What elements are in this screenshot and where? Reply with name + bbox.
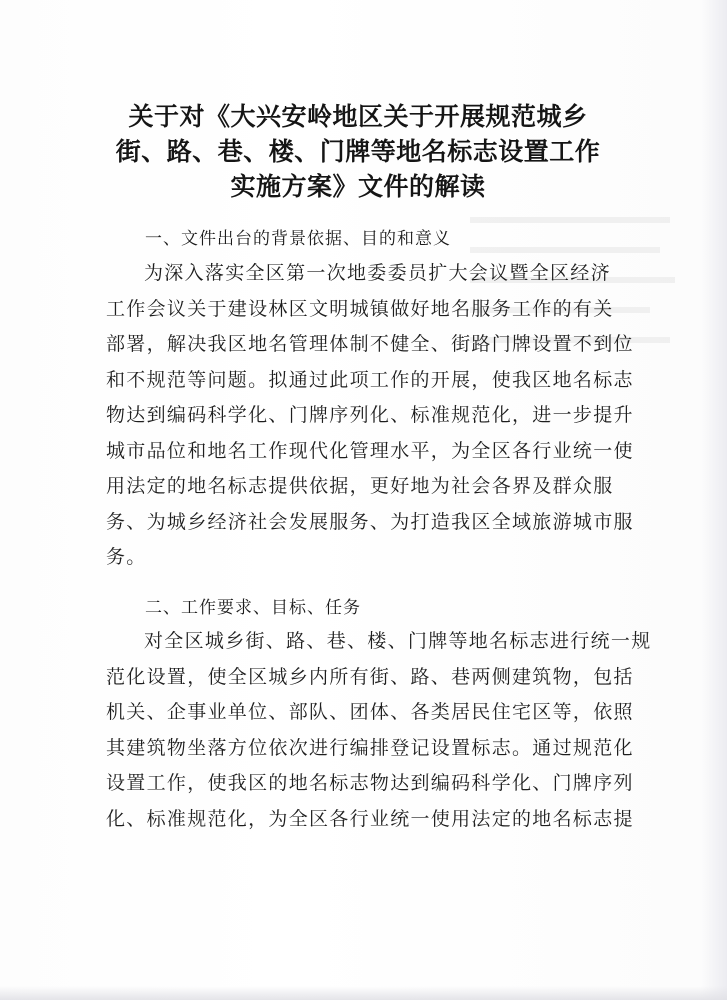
body-line: 对全区城乡街、路、巷、楼、门牌等地名标志进行统一规 (144, 630, 652, 652)
body-line: 机关、企事业单位、部队、团体、各类居民住宅区等，依照 (106, 701, 634, 723)
body-line: 城市品位和地名工作现代化管理水平，为全区各行业统一使 (106, 439, 634, 462)
body-line: 为深入落实全区第一次地委委员扩大会议暨全区经济 (144, 262, 611, 284)
body-line: 其建筑物坐落方位依次进行编排登记设置标志。通过规范化 (106, 736, 634, 759)
section-heading-background: 一、文件出台的背景依据、目的和意义 (145, 229, 451, 249)
body-line: 范化设置，使全区城乡内所有街、路、巷两侧建筑物，包括 (106, 665, 634, 688)
body-line: 化、标准规范化，为全区各行业统一使用法定的地名标志提 (106, 807, 634, 830)
section-body-background (106, 256, 634, 576)
body-line: 用法定的地名标志提供依据，更好地为社会各界及群众服 (106, 475, 614, 497)
document-title (98, 99, 618, 204)
body-line: 和不规范等问题。拟通过此项工作的开展，使我区地名标志 (106, 368, 634, 391)
title-line-2: 街、路、巷、楼、门牌等地名标志设置工作 (115, 136, 601, 166)
body-line: 务。 (106, 546, 147, 568)
page-edge-shadow (701, 0, 727, 1000)
page-bottom-shadow (0, 986, 727, 1000)
body-line: 部署，解决我区地名管理体制不健全、街路门牌设置不到位 (106, 333, 634, 355)
section-heading-requirements: 二、工作要求、目标、任务 (145, 598, 361, 618)
body-line: 设置工作，使我区的地名标志物达到编码科学化、门牌序列 (106, 772, 634, 794)
body-line: 工作会议关于建设林区文明城镇做好地名服务工作的有关 (106, 297, 614, 320)
body-line: 物达到编码科学化、门牌序列化、标准规范化，进一步提升 (106, 404, 634, 426)
body-line: 务、为城乡经济社会发展服务、为打造我区全域旅游城市服 (106, 510, 634, 533)
title-line-1: 关于对《大兴安岭地区关于开展规范城乡 (128, 101, 588, 131)
title-line-3: 实施方案》文件的解读 (230, 171, 486, 201)
section-body-requirements (106, 624, 652, 837)
